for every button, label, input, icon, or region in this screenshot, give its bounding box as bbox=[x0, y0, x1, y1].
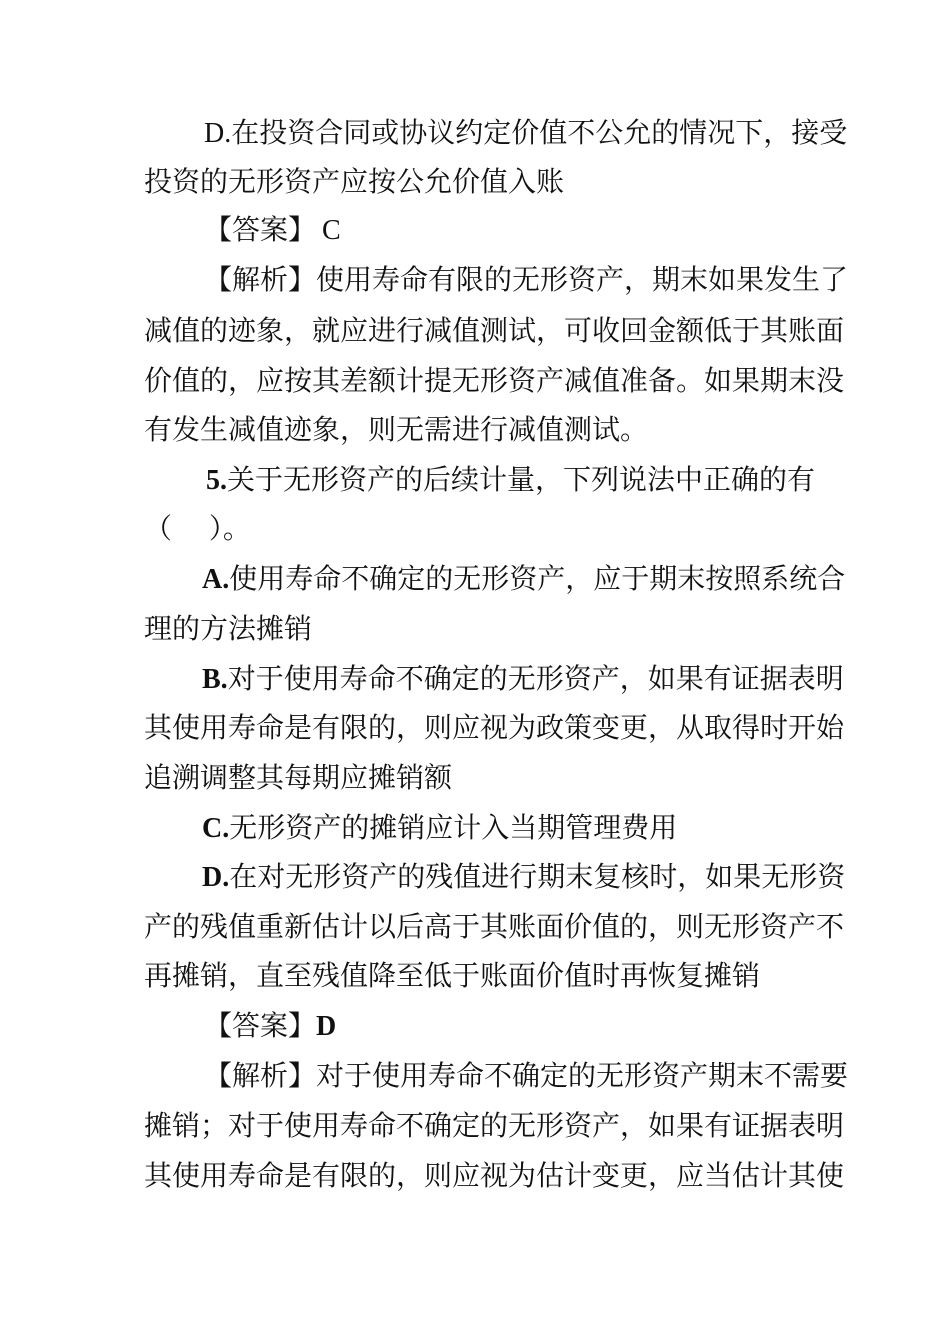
q4-analysis-line2: 减值的迹象，就应进行减值测试，可收回金额低于其账面 bbox=[144, 314, 845, 347]
q5-answer-label: 【答案】 bbox=[204, 1009, 317, 1042]
q5-analysis-line3: 其使用寿命是有限的，则应视为估计变更，应当估计其使 bbox=[144, 1159, 845, 1192]
q5-option-b-text: 对于使用寿命不确定的无形资产，如果有证据表明 bbox=[227, 662, 844, 695]
q5-number: 5. bbox=[206, 465, 227, 496]
q5-option-b-label: B. bbox=[202, 664, 228, 695]
q4-analysis-line4: 有发生减值迹象，则无需进行减值测试。 bbox=[144, 413, 649, 446]
q5-stem-line1 bbox=[0, 460, 950, 500]
q4-answer bbox=[0, 210, 950, 250]
q4-analysis-line1: 【解析】使用寿命有限的无形资产，期末如果发生了 bbox=[204, 263, 849, 296]
q4-option-d-line2: 投资的无形资产应按公允价值入账 bbox=[144, 165, 565, 198]
q5-stem-text: 关于无形资产的后续计量，下列说法中正确的有 bbox=[227, 463, 816, 496]
q5-option-b-line3: 追溯调整其每期应摊销额 bbox=[144, 761, 453, 794]
q5-option-c-label: C. bbox=[202, 813, 230, 844]
q5-option-a-text: 使用寿命不确定的无形资产，应于期末按照系统合 bbox=[229, 562, 846, 595]
q5-answer-value: D bbox=[316, 1011, 337, 1042]
q4-answer-label: 【答案】 bbox=[204, 213, 317, 246]
q5-option-b-line1 bbox=[0, 659, 950, 699]
q5-stem-line2: （ ）。 bbox=[144, 512, 251, 545]
q5-option-d-text: 在对无形资产的残值进行期末复核时，如果无形资 bbox=[229, 860, 846, 893]
q5-option-d-label: D. bbox=[202, 862, 230, 893]
q4-option-d-line1 bbox=[0, 113, 950, 153]
q4-option-d-label: D. bbox=[204, 118, 232, 149]
q5-option-d-line2: 产的残值重新估计以后高于其账面价值的，则无形资产不 bbox=[144, 910, 845, 943]
q4-option-d-text: 在投资合同或协议约定价值不公允的情况下，接受 bbox=[231, 116, 848, 149]
q5-option-a-line2: 理的方法摊销 bbox=[144, 612, 313, 645]
q5-answer bbox=[0, 1006, 950, 1046]
q5-option-c-text: 无形资产的摊销应计入当期管理费用 bbox=[229, 811, 678, 844]
q4-answer-value: C bbox=[322, 215, 341, 246]
q5-analysis-line1: 【解析】对于使用寿命不确定的无形资产期末不需要 bbox=[204, 1059, 849, 1092]
q5-analysis-line2: 摊销；对于使用寿命不确定的无形资产，如果有证据表明 bbox=[144, 1109, 845, 1142]
q5-option-a-line1 bbox=[0, 559, 950, 599]
q5-option-a-label: A. bbox=[202, 564, 230, 595]
q5-option-c-line1 bbox=[0, 808, 950, 848]
q4-analysis-line3: 价值的，应按其差额计提无形资产减值准备。如果期末没 bbox=[144, 364, 845, 397]
q5-option-b-line2: 其使用寿命是有限的，则应视为政策变更，从取得时开始 bbox=[144, 711, 845, 744]
q5-option-d-line1 bbox=[0, 857, 950, 897]
q5-option-d-line3: 再摊销，直至残值降至低于账面价值时再恢复摊销 bbox=[144, 959, 761, 992]
